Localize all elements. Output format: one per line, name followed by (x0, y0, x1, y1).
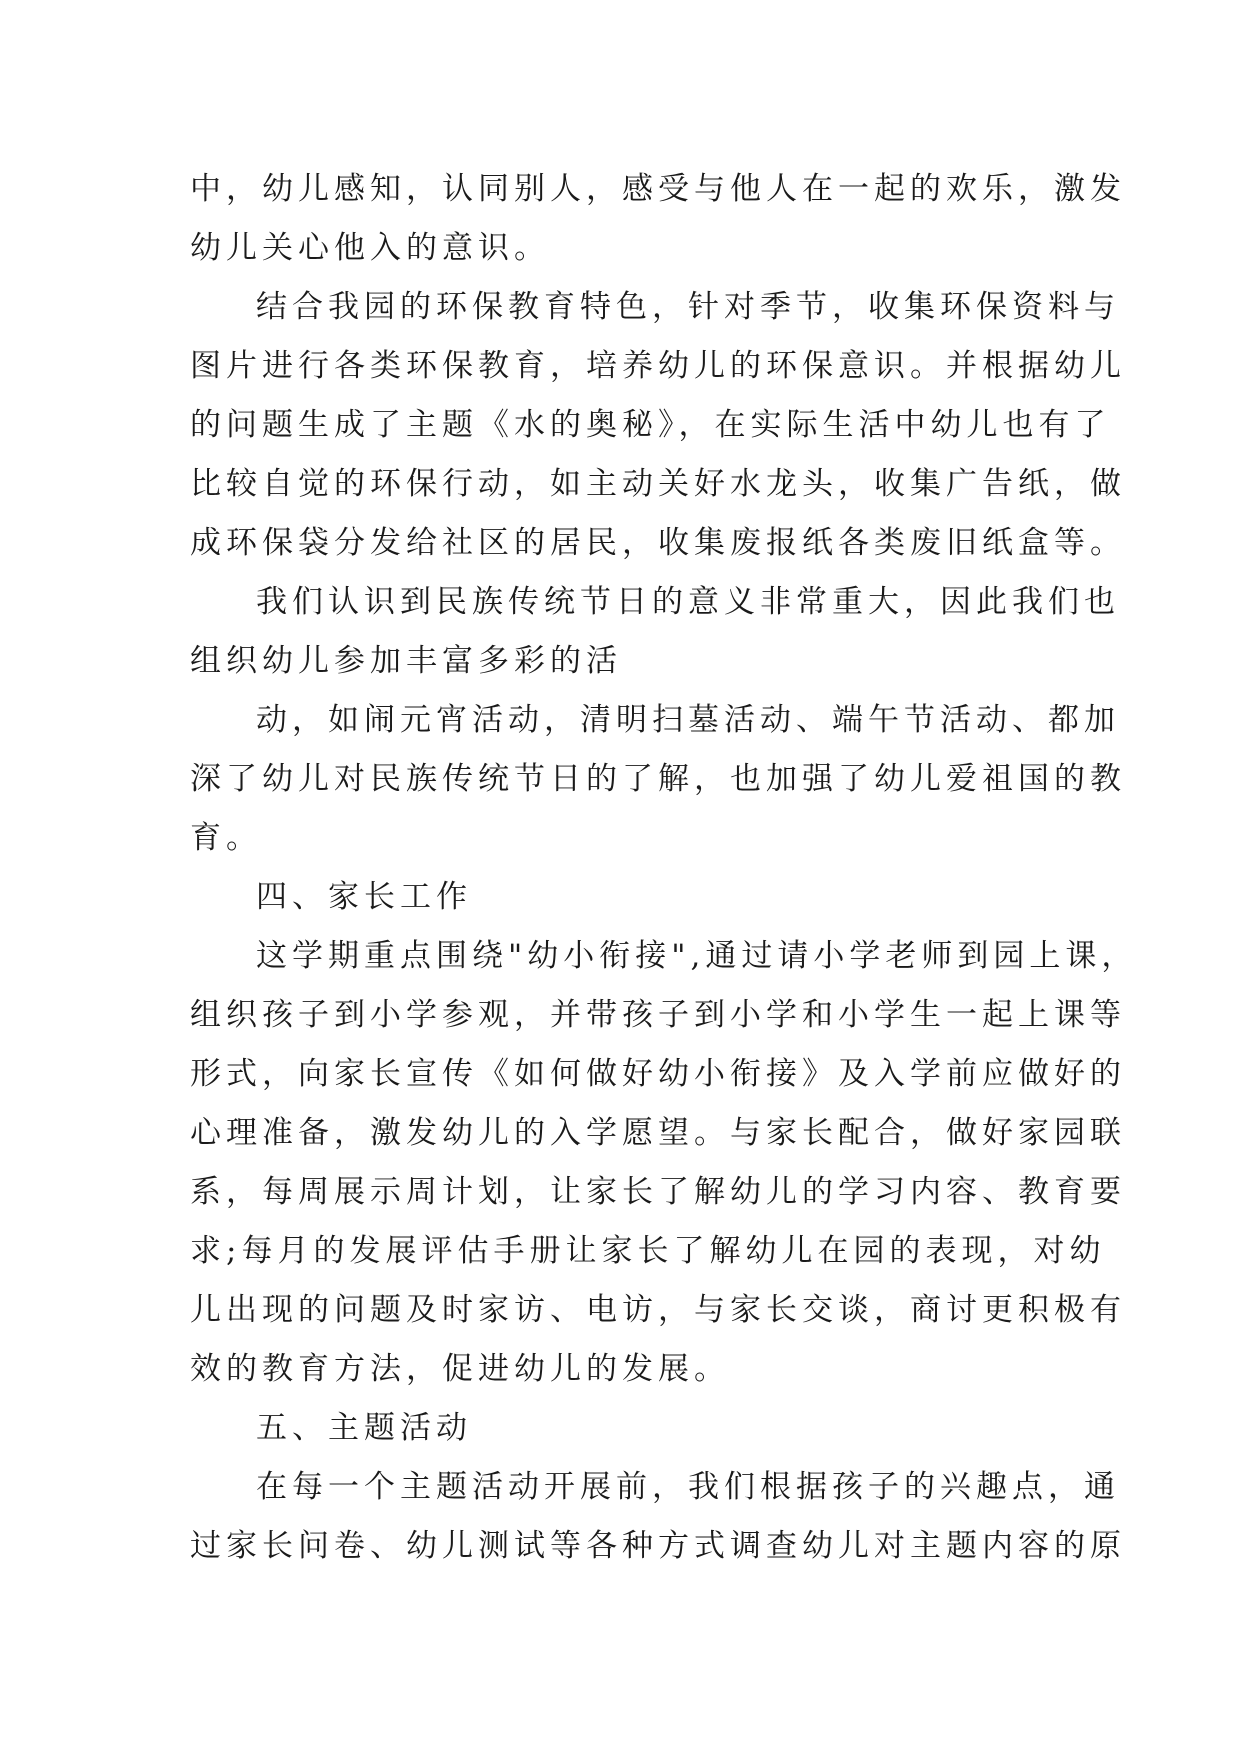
text-line: 效的教育方法，促进幼儿的发展。 (190, 1351, 730, 1387)
document-body (190, 160, 1138, 1576)
text-line: 系，每周展示周计划，让家长了解幼儿的学习内容、教育要 (190, 1174, 1126, 1210)
text-line: 组织孩子到小学参观，并带孩子到小学和小学生一起上课等 (190, 997, 1126, 1033)
text-line: 中，幼儿感知，认同别人，感受与他人在一起的欢乐，激发 (190, 171, 1126, 207)
text-line: 深了幼儿对民族传统节日的了解，也加强了幼儿爱祖国的教 (190, 761, 1126, 797)
text-line: 的问题生成了主题《水的奥秘》，在实际生活中幼儿也有了 (190, 407, 1111, 443)
text-line: 四、家长工作 (256, 879, 472, 915)
text-line: 结合我园的环保教育特色，针对季节，收集环保资料与 (256, 289, 1120, 325)
text-line: 我们认识到民族传统节日的意义非常重大，因此我们也 (256, 584, 1120, 620)
text-line: 成环保袋分发给社区的居民，收集废报纸各类废旧纸盒等。 (190, 525, 1126, 561)
text-line: 形式，向家长宣传《如何做好幼小衔接》及入学前应做好的 (190, 1056, 1126, 1092)
text-line: 动，如闹元宵活动，清明扫墓活动、端午节活动、都加 (256, 702, 1120, 738)
text-line: 过家长问卷、幼儿测试等各种方式调查幼儿对主题内容的原 (190, 1528, 1126, 1564)
text-line: 这学期重点围绕"幼小衔接",通过请小学老师到园上课， (256, 938, 1138, 974)
text-line: 育。 (190, 820, 262, 856)
text-line: 求;每月的发展评估手册让家长了解幼儿在园的表现，对幼 (190, 1233, 1106, 1269)
text-line: 图片进行各类环保教育，培养幼儿的环保意识。并根据幼儿 (190, 348, 1126, 384)
text-line: 五、主题活动 (256, 1410, 472, 1446)
text-line: 心理准备，激发幼儿的入学愿望。与家长配合，做好家园联 (190, 1115, 1126, 1151)
text-line: 幼儿关心他入的意识。 (190, 230, 550, 266)
text-line: 组织幼儿参加丰富多彩的活 (190, 643, 622, 679)
text-line: 在每一个主题活动开展前，我们根据孩子的兴趣点，通 (256, 1469, 1120, 1505)
text-line: 儿出现的问题及时家访、电访，与家长交谈，商讨更积极有 (190, 1292, 1126, 1328)
text-line: 比较自觉的环保行动，如主动关好水龙头，收集广告纸，做 (190, 466, 1126, 502)
